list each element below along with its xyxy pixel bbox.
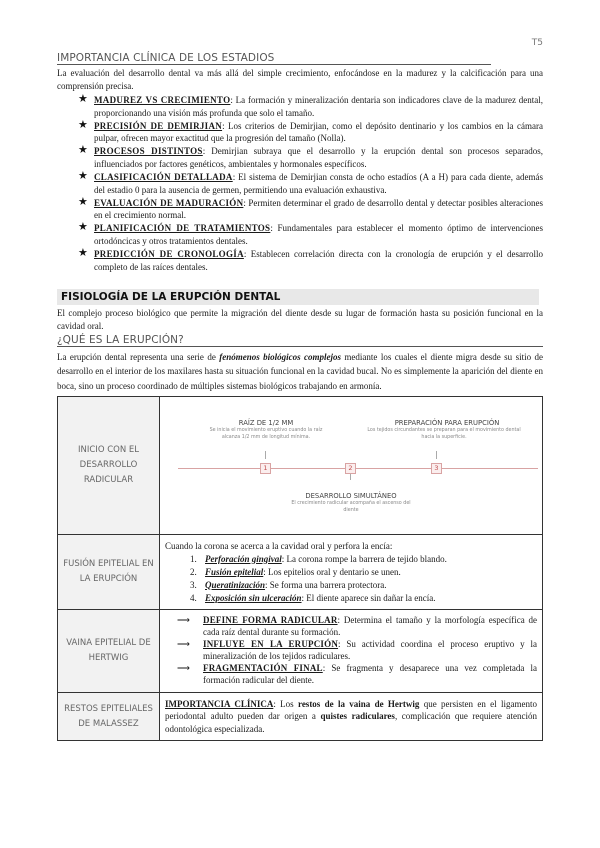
physiology-intro: El complejo proceso biológico que permite la migración del diente desde su lugar de formación hasta su posición funcional en la cavidad oral. (57, 308, 543, 332)
clinical-emphasis: restos de la vaina de Hertwig (297, 698, 420, 709)
timeline-cell (160, 397, 543, 535)
row-label: RESTOS EPITELIALES DE MALASSEZ (58, 693, 160, 741)
step-text: : La corona rompe la barrera de tejido blando. (281, 553, 447, 564)
list-item (78, 120, 543, 145)
definition-text: La erupción dental representa una serie de (57, 352, 220, 362)
timeline-line (178, 468, 538, 469)
item-term: FRAGMENTACIÓN FINAL (203, 663, 323, 673)
list-item (78, 248, 543, 273)
fusion-cell (160, 535, 543, 610)
step-text: : Se forma una barrera protectora. (265, 579, 387, 590)
list-item (177, 663, 537, 686)
item-text: : La formación y mineralización dentaria son indicadores clave de la madurez dental, proporcionando una visión más profunda que solo el tamaño. (94, 95, 543, 118)
hertwig-list (165, 615, 537, 686)
clinical-term: IMPORTANCIA CLÍNICA (165, 698, 274, 709)
eruption-definition (57, 350, 543, 393)
list-item (78, 94, 543, 119)
clinical-emphasis: quistes radiculares (320, 711, 395, 722)
list-item (199, 566, 537, 579)
timeline-diagram (164, 399, 538, 533)
item-term: MADUREZ VS CRECIMIENTO (94, 95, 231, 105)
row-label: VAINA EPITELIAL DE HERTWIG (58, 610, 160, 693)
list-item (199, 579, 537, 592)
item-term: PLANIFICACIÓN DE TRATAMIENTOS (94, 223, 271, 234)
hertwig-cell (160, 610, 543, 693)
importance-intro: La evaluación del desarrollo dental va más allá del simple crecimiento, enfocándose en la madurez y la calcificación para una comprensión precisa. (57, 68, 543, 92)
item-text: : Fundamentales para establecer el momento óptimo de intervenciones ortodóncicas y otros tratamientos dentales. (94, 223, 544, 247)
star-icon: ★ (78, 144, 88, 157)
step-text: : El diente aparece sin dañar la encía. (301, 592, 436, 603)
arrow-right-icon: ⟶ (177, 663, 190, 673)
star-icon: ★ (78, 247, 88, 260)
step-term: Perforación gingival (205, 553, 282, 564)
step-term: Fusión epitelial (205, 566, 264, 577)
table-row (58, 610, 543, 693)
definition-text: mediante los cuales el diente migra desde su sitio de desarrollo en el interior de los maxilares hasta su situación funcional en la cavidad bucal. No es simplemente la aparición del diente en boca, sino un proceso coordinado de múltiples sistemas biológicos trabajando en armonía. (57, 352, 543, 391)
item-text: : Su actividad coordina el proceso eruptivo y la mineralización de los tejidos radiculares. (203, 639, 537, 661)
item-text: : Establecen correlación directa con la cronología de erupción y el desarrollo completo de las raíces dentales. (94, 249, 543, 272)
star-icon: ★ (78, 195, 88, 208)
step-text: : Los epitelios oral y dentario se unen. (263, 566, 401, 577)
section-title: FISIOLOGÍA DE LA ERUPCIÓN DENTAL (57, 289, 539, 305)
list-item (199, 592, 537, 605)
item-term: EVALUACIÓN DE MADURACIÓN (94, 197, 244, 208)
stage-desc: Los tejidos circundantes se preparan para el movimiento dental hacia la superficie. (367, 427, 521, 440)
stage-number: 3 (431, 463, 442, 474)
page-number: T5 (531, 38, 543, 48)
row-label: INICIO CON EL DESARROLLO RADICULAR (58, 397, 160, 535)
importance-heading: IMPORTANCIA CLÍNICA DE LOS ESTADIOS (57, 52, 491, 65)
timeline-tick (265, 451, 266, 459)
arrow-right-icon: ⟶ (177, 639, 190, 649)
question-heading: ¿QUÉ ES LA ERUPCIÓN? (57, 334, 543, 347)
clinical-text: , complicación que requiere atención odontológica especializada. (165, 711, 537, 734)
malassez-cell (160, 693, 543, 741)
list-item (78, 197, 543, 222)
item-text: : Permiten determinar el grado de desarrollo dental y detectar posibles alteraciones en el crecimiento normal. (94, 197, 543, 221)
star-icon: ★ (78, 118, 88, 131)
clinical-text: que persisten en el ligamento periodontal adulto pueden dar origen a (165, 698, 537, 722)
stage-desc: Se inicia el movimiento eruptivo cuando la raíz alcanza 1/2 mm de longitud mínima. (209, 427, 323, 440)
table-row (58, 535, 543, 610)
step-term: Queratinización (205, 579, 266, 590)
arrow-right-icon: ⟶ (177, 615, 190, 625)
eruption-table (57, 396, 543, 741)
stage-number: 2 (345, 463, 356, 474)
fusion-steps (165, 553, 537, 605)
stage-title: DESARROLLO SIMULTÁNEO (305, 491, 397, 500)
table-row (58, 397, 543, 535)
stage-desc: El crecimiento radicular acompaña el ascenso del diente (291, 500, 411, 513)
item-term: DEFINE FORMA RADICULAR (203, 615, 338, 625)
list-item (199, 553, 537, 566)
clinical-text: : Los (273, 698, 298, 709)
item-term: PRECISIÓN DE DEMIRJIAN (94, 120, 223, 131)
list-item (78, 145, 543, 170)
fusion-intro: Cuando la corona se acerca a la cavidad oral y perfora la encía: (165, 540, 393, 551)
item-term: PREDICCIÓN DE CRONOLOGÍA (94, 249, 244, 260)
list-item (78, 222, 543, 247)
star-icon: ★ (78, 93, 88, 105)
item-text: : Los criterios de Demirjian, como el depósito dentinario y los cambios en la cámara pulpar, ofrecen mayor exactitud que la progresión del tamaño (Nolla). (94, 120, 543, 144)
item-text: : Determina el tamaño y la morfología específica de cada raíz dental durante su formación. (203, 615, 538, 637)
item-text: : Demirjian subraya que el desarrollo y la erupción dental son procesos separados, influenciados por factores genéticos, ambientales y hormonales específicos. (94, 146, 544, 169)
stage-title: RAÍZ DE 1/2 MM (238, 418, 294, 427)
list-item (177, 615, 537, 638)
item-text: : Se fragmenta y desaparece una vez completada la formación radicular del diente. (203, 663, 538, 685)
step-term: Exposición sin ulceración (205, 592, 302, 603)
star-icon: ★ (78, 170, 88, 183)
timeline-tick (436, 451, 437, 459)
stage-number: 1 (260, 463, 271, 474)
item-term: CLASIFICACIÓN DETALLADA (94, 172, 233, 183)
stage-title: PREPARACIÓN PARA ERUPCIÓN (394, 418, 500, 427)
list-item (78, 171, 543, 196)
item-term: INFLUYE EN LA ERUPCIÓN (203, 639, 339, 649)
importance-list (78, 94, 543, 274)
item-text: : El sistema de Demirjian consta de ocho estadíos (A a H) para cada diente, además del estadio 0 para la ausencia de germen, permitiendo una evaluación exhaustiva. (94, 172, 543, 195)
star-icon: ★ (78, 221, 88, 234)
row-label: FUSIÓN EPITELIAL EN LA ERUPCIÓN (58, 535, 160, 610)
list-item (177, 639, 537, 662)
table-row (58, 693, 543, 741)
definition-emphasis: fenómenos biológicos complejos (219, 352, 342, 362)
item-term: PROCESOS DISTINTOS (94, 146, 203, 157)
